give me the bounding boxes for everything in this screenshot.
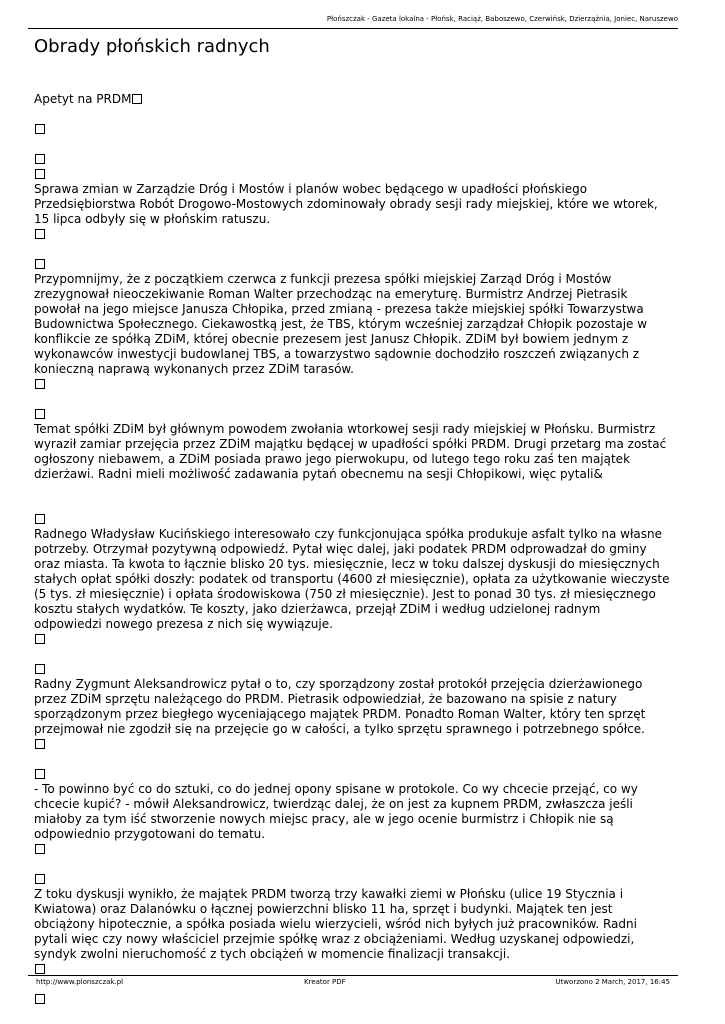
paragraph-6 bbox=[34, 782, 680, 842]
paragraph-line: przez ZDiM sprzętu należącego do PRDM. Pietrasik odpowiedział, że bazowano na spisie z natury bbox=[34, 692, 617, 706]
footer-url: http://www.plonszczak.pl bbox=[36, 978, 124, 986]
missing-glyph-icon bbox=[35, 994, 45, 1004]
paragraph-line: potrzeby. Otrzymał pozytywną odpowiedź. Pytał więc dalej, jaki podatek PRDM odprowadzał do gminy bbox=[34, 542, 647, 556]
lead-text: Apetyt na PRDM bbox=[34, 92, 132, 106]
paragraph-line: Przypomnijmy, że z początkiem czerwca z funkcji prezesa spółki miejskiej Zarząd Dróg i Mostów bbox=[34, 272, 612, 286]
missing-glyph-icon bbox=[35, 229, 45, 239]
paragraph-3 bbox=[34, 422, 680, 482]
page-footer bbox=[28, 975, 678, 988]
paragraph-4 bbox=[34, 527, 680, 632]
missing-glyph-icon bbox=[35, 769, 45, 779]
paragraph-line: Radnego Władysław Kucińskiego interesowało czy funkcjonująca spółka produkuje asfalt tylko na własne bbox=[34, 527, 662, 541]
missing-glyph-icon bbox=[132, 94, 142, 104]
paragraph-line: konieczną naprawą wykonanych przez ZDiM tarasów. bbox=[34, 362, 354, 376]
paragraph-line: Przedsiębiorstwa Robót Drogowo-Mostowych zdominowały obrady sesji rady miejskiej, które we wtorek, bbox=[34, 197, 658, 211]
missing-glyph-icon bbox=[35, 844, 45, 854]
paragraph-line: przejmował nie zgodził się na przejęcie go w całości, a tylko sprzętu sprawnego i potrzebnego spółce. bbox=[34, 722, 645, 736]
paragraph-1 bbox=[34, 182, 680, 227]
paragraph-line: Temat spółki ZDiM był głównym powodem zwołania wtorkowej sesji rady miejskiej w Płońsku. Burmistrz bbox=[34, 422, 656, 436]
paragraph-line: powołał na jego miejsce Janusza Chłopika, przed zmianą - prezesa także miejskiej spółki Towarzystwa bbox=[34, 302, 644, 316]
paragraph-line: zrezygnował nieoczekiwanie Roman Walter przechodząc na emeryturę. Burmistrz Andrzej Pietrasik bbox=[34, 287, 628, 301]
paragraph-line: chcecie kupić? - mówił Aleksandrowicz, twierdząc dalej, że on jest za kupnem PRDM, zwłaszcza jeśli bbox=[34, 797, 633, 811]
paragraph-line: stałych opłat spółki doszły: podatek od transportu (4600 zł miesięcznie), opłata za użytkowanie wieczyste bbox=[34, 572, 670, 586]
header-text: Płońszczak - Gazeta lokalna - Płońsk, Raciąż, Baboszewo, Czerwińsk, Dzierzążnia, Joniec, Naruszewo bbox=[326, 15, 678, 23]
paragraph-line: wyraził zamiar przejęcia przez ZDiM majątku będącej w upadłości spółki PRDM. Drugi przetarg ma zostać bbox=[34, 437, 667, 451]
paragraph-line: Z toku dyskusji wynikło, że majątek PRDM tworzą trzy kawałki ziemi w Płońsku (ulice 19 Stycznia i bbox=[34, 887, 624, 901]
missing-glyph-icon bbox=[35, 874, 45, 884]
paragraph-line: wykonawców inwestycji budowlanej TBS, a towarzystwo sądownie dochodziło roszczeń związanych z bbox=[34, 347, 640, 361]
missing-glyph-icon bbox=[35, 259, 45, 269]
article-title: Obrady płońskich radnych bbox=[34, 36, 270, 57]
paragraph-line: Radny Zygmunt Aleksandrowicz pytał o to, czy sporządzony został protokół przejęcia dzierżawionego bbox=[34, 677, 643, 691]
paragraph-line: obciążony hipotecznie, a spółka posiada wielu wierzycieli, wśród nich byłych już pracowników. Radni bbox=[34, 917, 637, 931]
paragraph-line: pytali więc czy nowy właściciel przejmie spółkę wraz z obciążeniami. Według uzyskanej odpowiedzi, bbox=[34, 932, 635, 946]
lead-line bbox=[34, 92, 680, 107]
missing-glyph-icon bbox=[35, 124, 45, 134]
paragraph-line: sporządzonym przez biegłego wyceniającego majątek PRDM. Ponadto Roman Walter, który ten sprzęt bbox=[34, 707, 646, 721]
missing-glyph-icon bbox=[35, 169, 45, 179]
missing-glyph-icon bbox=[35, 739, 45, 749]
missing-glyph-icon bbox=[35, 634, 45, 644]
missing-glyph-icon bbox=[35, 514, 45, 524]
paragraph-7 bbox=[34, 887, 680, 962]
paragraph-line: Kwiatowa) oraz Dalanówku o łącznej powierzchni blisko 11 ha, sprzęt i budynki. Majątek ten jest bbox=[34, 902, 613, 916]
paragraph-line: (5 tys. zł miesięcznie) i opłata środowiskowa (750 zł miesięcznie). Jest to ponad 30 tys. zł miesięcznego bbox=[34, 587, 656, 601]
paragraph-line: Budownictwa Społecznego. Ciekawostką jest, że TBS, którym wcześniej zarządzał Chłopik pozostaje w bbox=[34, 317, 648, 331]
paragraph-line: - To powinno być co do sztuki, co do jednej opony spisane w protokole. Co wy chcecie przejąć, co wy bbox=[34, 782, 638, 796]
paragraph-5 bbox=[34, 677, 680, 737]
missing-glyph-icon bbox=[35, 154, 45, 164]
page-header bbox=[28, 12, 678, 29]
article-body bbox=[34, 92, 680, 1007]
paragraph-2 bbox=[34, 272, 680, 377]
missing-glyph-icon bbox=[35, 964, 45, 974]
footer-generator: Kreator PDF bbox=[304, 978, 346, 986]
missing-glyph-icon bbox=[35, 409, 45, 419]
paragraph-line: oraz miasta. Ta kwota to łącznie blisko 20 tys. miesięcznie, lecz w toku dalszej dyskusji do miesięcznych bbox=[34, 557, 660, 571]
footer-created: Utworzono 2 March, 2017, 16:45 bbox=[555, 978, 670, 986]
paragraph-line: kosztu stałych wydatków. Te koszty, jako dzierżawca, przejął ZDiM i według udzielonej radnym bbox=[34, 602, 601, 616]
paragraph-line: konflikcie ze spółką ZDiM, której obecnie prezesem jest Janusz Chłopik. ZDiM był bowiem jednym z bbox=[34, 332, 629, 346]
missing-glyph-icon bbox=[35, 379, 45, 389]
paragraph-line: odpowiednio przygotowani do tematu. bbox=[34, 827, 266, 841]
paragraph-line: ogłoszony niebawem, a ZDiM posiada prawo jego pierwokupu, od lutego tego roku zaś ten majątek bbox=[34, 452, 631, 466]
paragraph-line: Sprawa zmian w Zarządzie Dróg i Mostów i planów wobec będącego w upadłości płońskiego bbox=[34, 182, 588, 196]
paragraph-line: odpowiedzi nowego prezesa z nich się wywiązuje. bbox=[34, 617, 333, 631]
missing-glyph-icon bbox=[35, 664, 45, 674]
paragraph-line: miałoby za tym iść stworzenie nowych miejsc pracy, ale w jego ocenie burmistrz i Chłopik nie są bbox=[34, 812, 614, 826]
paragraph-line: syndyk zwolni nieruchomość z tych obciążeń w momencie finalizacji transakcji. bbox=[34, 947, 510, 961]
paragraph-line: 15 lipca odbyły się w płońskim ratuszu. bbox=[34, 212, 271, 226]
paragraph-line: dzierżawi. Radni mieli możliwość zadawania pytań obecnemu na sesji Chłopikowi, więc pytali& bbox=[34, 467, 603, 481]
